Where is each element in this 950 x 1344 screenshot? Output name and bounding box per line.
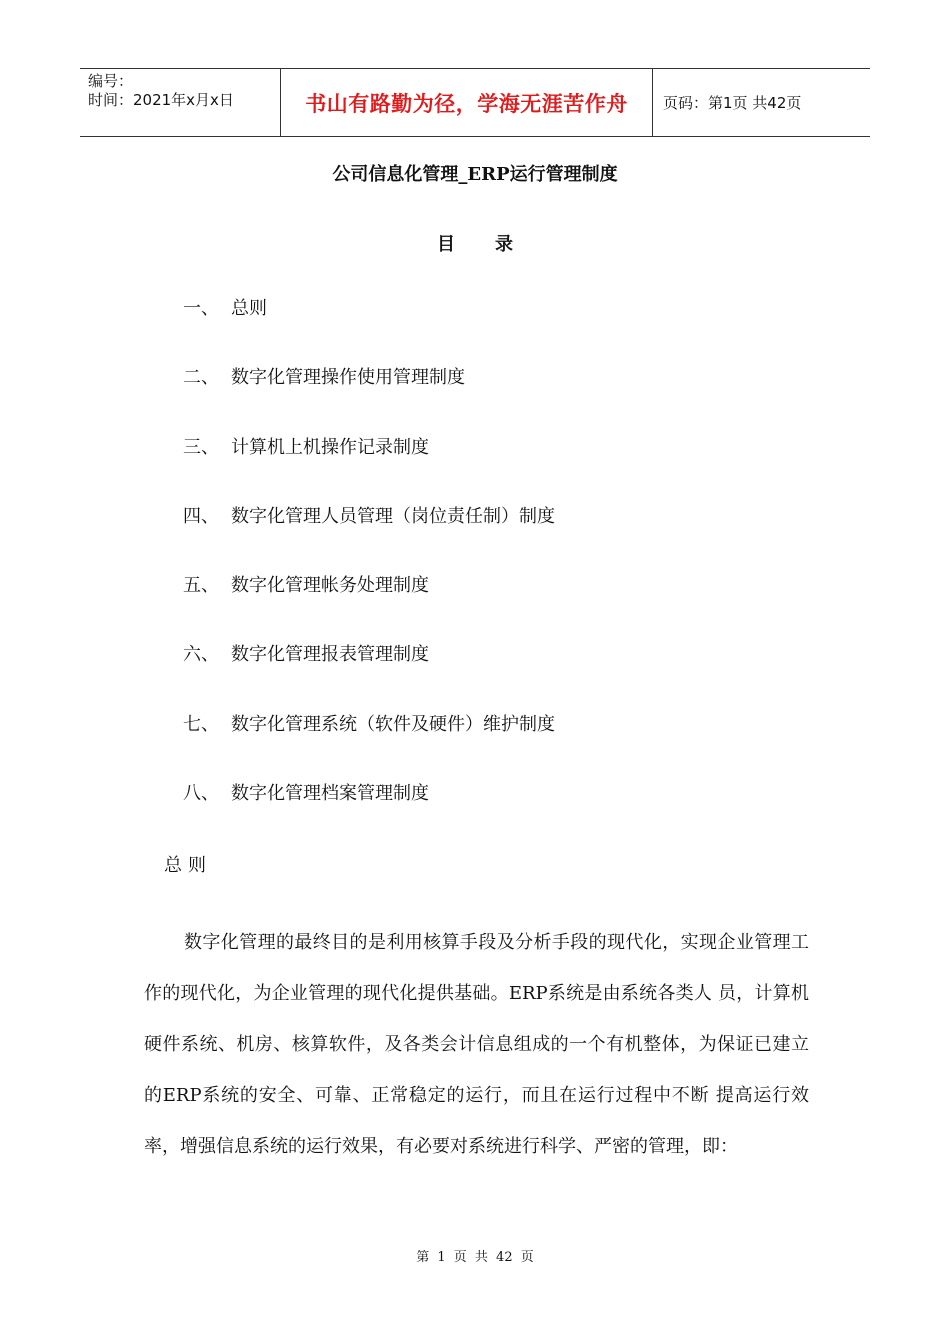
toc-item-number: 六、	[183, 644, 219, 666]
toc-item-text: 计算机上机操作记录制度	[231, 436, 429, 458]
toc-item	[183, 436, 555, 505]
document-title: 公司信息化管理_ERP运行管理制度	[332, 164, 618, 185]
toc-item	[183, 366, 555, 435]
header-meta	[80, 69, 281, 136]
document-number-label: 编号：	[88, 72, 134, 90]
section-paragraph: 数字化管理的最终目的是利用核算手段及分析手段的现代化，实现企业管理工作的现代化，为企业管理的现代化提供基础。ERP系统是由系统各类人 员，计算机硬件系统、机房、核算软件，及各类会计信息组成的一个有机整体，为保证已建立的ERP系统的安全、可靠、正常稳定的运行，而且在运行过程中不断 提高运行效率，增强信息系统的运行效果，有必要对系统进行科学、严密的管理，即：	[144, 932, 809, 1157]
page-header	[80, 68, 870, 137]
toc-item-number: 三、	[183, 436, 219, 458]
toc-item-text: 数字化管理人员管理（岗位责任制）制度	[231, 505, 555, 527]
toc-heading: 目录	[437, 234, 553, 255]
page-footer: 第 1 页 共 42 页	[416, 1250, 534, 1265]
toc-item	[183, 782, 555, 851]
toc-item-number: 二、	[183, 367, 219, 389]
toc-item-number: 七、	[183, 713, 219, 735]
header-motto: 书山有路勤为径，学海无涯苦作舟	[281, 69, 653, 136]
header-page-info: 页码：第1页 共42页	[663, 94, 802, 112]
section-heading: 总则	[164, 855, 212, 876]
toc-item-number: 八、	[183, 783, 219, 805]
toc-item	[183, 643, 555, 712]
table-of-contents	[183, 297, 555, 851]
toc-item	[183, 505, 555, 574]
toc-item	[183, 713, 555, 782]
document-time-label: 时间：2021年x月x日	[88, 91, 234, 109]
toc-item-text: 数字化管理帐务处理制度	[231, 575, 429, 597]
toc-item-text: 数字化管理操作使用管理制度	[231, 367, 465, 389]
toc-item-number: 四、	[183, 505, 219, 527]
toc-item-text: 数字化管理系统（软件及硬件）维护制度	[231, 713, 555, 735]
toc-item-text: 数字化管理档案管理制度	[231, 783, 429, 805]
toc-item-number: 一、	[183, 298, 219, 319]
toc-item	[183, 297, 555, 366]
toc-item	[183, 574, 555, 643]
toc-item-number: 五、	[183, 575, 219, 597]
toc-item-text: 数字化管理报表管理制度	[231, 644, 429, 666]
toc-item-text: 总则	[231, 298, 267, 319]
